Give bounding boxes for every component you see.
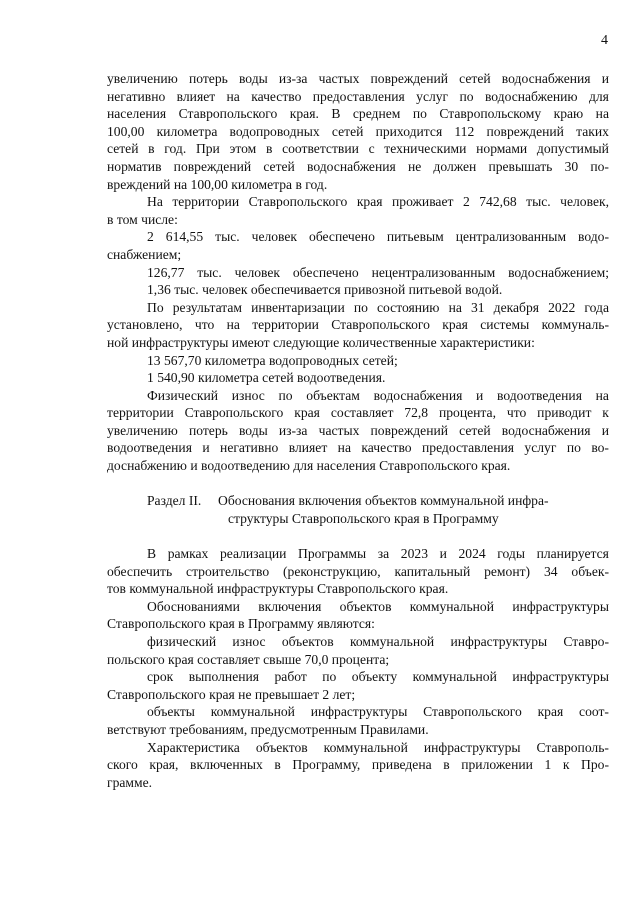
word: края xyxy=(294,405,320,421)
word: края xyxy=(356,194,383,210)
text-line: Ставропольского края не превышает 2 лет; xyxy=(107,686,356,702)
word: 126,77 xyxy=(147,264,185,280)
word: тыс. xyxy=(215,229,240,245)
word: 100,00 xyxy=(107,123,145,139)
word: водопроводных xyxy=(229,123,320,139)
word: территории xyxy=(107,405,174,421)
word: потерь xyxy=(188,71,228,86)
word: территории xyxy=(172,194,240,210)
word: увеличению xyxy=(107,71,178,86)
word: воды xyxy=(238,71,268,86)
word: соответствии xyxy=(282,141,359,157)
word: к xyxy=(602,405,609,421)
word: потерь xyxy=(188,422,228,438)
document-body xyxy=(107,70,609,791)
word: не xyxy=(407,158,422,174)
word: Обоснованиями xyxy=(147,598,240,614)
word: водоснабжения xyxy=(373,387,463,403)
word: нецентрализованным xyxy=(371,264,496,280)
word: 112 xyxy=(454,123,475,139)
word: установлено, xyxy=(107,317,183,333)
word: на xyxy=(448,299,462,315)
word: человек xyxy=(251,229,298,245)
section-title-line: Обоснования включения объектов коммунальной инфра- xyxy=(218,493,549,509)
word: В xyxy=(147,546,157,562)
word: питьевым xyxy=(386,229,444,245)
word: водоснабжению xyxy=(484,88,578,104)
word: 2 xyxy=(147,229,154,245)
word: 72,8 xyxy=(404,405,429,421)
text-line: грамме. xyxy=(107,774,153,790)
word: населения xyxy=(107,106,167,122)
word: сетей xyxy=(263,158,295,174)
word: На xyxy=(147,194,163,210)
word: и xyxy=(439,546,447,562)
word: на xyxy=(337,440,351,456)
word: включения xyxy=(258,598,322,614)
word: нормами xyxy=(476,141,528,157)
text-line xyxy=(107,264,609,282)
text-line xyxy=(107,193,609,211)
word: водоснабжения xyxy=(501,71,591,86)
word: 2 xyxy=(462,194,470,210)
word: и xyxy=(601,71,609,86)
word: в xyxy=(443,757,450,773)
text-line xyxy=(107,228,609,246)
text-line xyxy=(107,598,609,616)
word: таких xyxy=(576,123,609,139)
word: объек- xyxy=(571,563,609,579)
word: 31 xyxy=(470,299,485,315)
word: 34 xyxy=(543,563,558,579)
word: для xyxy=(588,88,609,104)
word: года xyxy=(584,299,609,315)
text-line xyxy=(107,70,609,88)
word: допустимый xyxy=(536,141,609,157)
text-line xyxy=(107,140,609,158)
text-line xyxy=(107,105,609,123)
text-line: вреждений на 100,00 километра в год. xyxy=(107,176,328,192)
word: включенных xyxy=(190,757,263,773)
word: объектам xyxy=(306,387,360,403)
text-line: тов коммунальной инфраструктуры Ставропольского края. xyxy=(107,581,449,597)
word: километра xyxy=(156,123,218,139)
text-line xyxy=(107,404,609,422)
word: соот- xyxy=(579,704,609,720)
text-line: 13 567,70 километра водопроводных сетей; xyxy=(147,352,398,368)
word: 30 xyxy=(564,158,579,174)
word: выполнения xyxy=(188,669,260,685)
text-line: 1,36 тыс. человек обеспечивается привозной питьевой водой. xyxy=(147,282,503,298)
word: инфраструктуры xyxy=(512,598,609,614)
word: 2022 xyxy=(548,299,576,315)
word: объектов xyxy=(339,598,392,614)
word: обеспечено xyxy=(309,229,375,245)
text-line xyxy=(107,88,609,106)
text-line xyxy=(107,299,609,317)
word: 2024 xyxy=(458,546,486,562)
word: 742,68 xyxy=(479,194,517,210)
word: Физический xyxy=(147,387,219,403)
word: В xyxy=(331,106,341,122)
word: инфраструктуры xyxy=(450,634,548,649)
text-line xyxy=(107,422,609,440)
word: повреждений xyxy=(370,422,449,438)
word: При xyxy=(195,141,220,157)
page-number: 4 xyxy=(601,33,608,48)
word: объектов xyxy=(281,634,334,649)
word: территории xyxy=(252,317,319,333)
word: Ставропольского xyxy=(423,704,522,720)
word: повреждений xyxy=(173,158,252,174)
word: коммунальной xyxy=(323,739,408,755)
word: что xyxy=(506,405,527,421)
word: на xyxy=(226,317,240,333)
word: инфраструктуры xyxy=(310,704,408,720)
text-line xyxy=(107,123,609,141)
word: водо- xyxy=(578,229,609,245)
text-line: доснабжению и водоотведению для населения Ставропольского края. xyxy=(107,458,511,474)
word: капитальный xyxy=(394,563,471,579)
word: превышать xyxy=(488,158,553,174)
word: по xyxy=(353,299,368,315)
word: по xyxy=(322,669,337,685)
text-line: снабжением; xyxy=(107,246,182,262)
word: износ xyxy=(232,634,266,649)
text-block-water-supply xyxy=(107,70,609,475)
word: Ставропольского xyxy=(248,194,348,210)
word: 1 xyxy=(544,757,552,773)
section-title xyxy=(218,492,609,527)
spacer xyxy=(107,475,609,493)
text-line xyxy=(107,387,609,405)
word: повреждений xyxy=(486,123,564,139)
word: края xyxy=(442,317,468,333)
word: увеличению xyxy=(107,422,178,438)
word: из-за xyxy=(278,422,308,438)
text-line xyxy=(107,545,609,563)
word: края, xyxy=(149,757,179,773)
word: Ставро- xyxy=(563,634,609,649)
word: в xyxy=(265,141,273,157)
word: год. xyxy=(164,141,187,157)
word: Программы xyxy=(298,546,367,562)
word: декабря xyxy=(493,299,540,315)
word: Ставропольского xyxy=(184,405,284,421)
word: годы xyxy=(497,546,525,562)
word: услуг xyxy=(524,440,557,456)
text-line: ветствуют требованиям, предусмотренным Правилами. xyxy=(107,721,429,737)
word: Ставропольского xyxy=(178,106,278,122)
word: работ xyxy=(274,669,307,685)
word: Ставропольского xyxy=(331,317,430,333)
text-line xyxy=(107,739,609,757)
word: на xyxy=(595,106,609,122)
text-line xyxy=(107,756,609,774)
word: сетей xyxy=(459,422,491,438)
word: коммунальной xyxy=(349,634,435,649)
text-line: ной инфраструктуры имеют следующие количественные характеристики: xyxy=(107,334,535,350)
word: водоснабжением; xyxy=(508,264,609,280)
spacer xyxy=(107,527,609,545)
word: рамках xyxy=(167,546,209,562)
word: централизованным xyxy=(455,229,567,245)
word: 2023 xyxy=(400,546,428,562)
word: к xyxy=(562,757,570,773)
word: негативно xyxy=(107,88,166,104)
word: коммунальной xyxy=(409,598,495,614)
word: этом xyxy=(229,141,257,157)
word: сетей xyxy=(107,141,139,157)
word: коммунальной xyxy=(412,669,497,685)
word: по xyxy=(412,106,427,122)
word: человек, xyxy=(560,194,609,210)
word: физический xyxy=(147,634,217,649)
text-line xyxy=(107,158,609,176)
word: Программу, xyxy=(292,757,361,773)
word: за xyxy=(377,546,390,562)
word: приложении xyxy=(461,757,533,773)
word: состоянию xyxy=(377,299,440,315)
word: техническими xyxy=(384,141,467,157)
text-line xyxy=(107,316,609,334)
word: объекту xyxy=(351,669,398,685)
word: среднем xyxy=(352,106,401,122)
word: из-за xyxy=(278,71,308,86)
section-heading xyxy=(107,492,609,527)
word: приходится xyxy=(375,123,443,139)
word: по xyxy=(566,440,581,456)
word: предоставления xyxy=(312,88,405,104)
word: объекты xyxy=(147,704,195,720)
word: составляет xyxy=(330,405,394,421)
section-title-line: структуры Ставропольского края в Программу xyxy=(228,510,499,526)
word: по xyxy=(278,387,293,403)
word: негативно xyxy=(220,440,279,456)
word: качество xyxy=(251,88,302,104)
word: влияет xyxy=(288,440,328,456)
word: Ставрополь- xyxy=(536,739,609,755)
word: должен xyxy=(433,158,477,174)
word: Про- xyxy=(581,757,609,773)
word: Характеристика xyxy=(147,739,240,755)
text-line: в том числе: xyxy=(107,211,178,227)
word: результатам xyxy=(172,299,242,315)
word: частых xyxy=(318,422,360,438)
word: коммунальной xyxy=(210,704,295,720)
word: водоснабжения xyxy=(307,158,396,174)
word: проживает xyxy=(392,194,454,210)
word: влияет xyxy=(176,88,216,104)
word: тыс. xyxy=(526,194,551,210)
word: ского xyxy=(107,757,138,773)
word: с xyxy=(368,141,375,157)
word: в xyxy=(148,141,155,157)
word: на xyxy=(226,88,240,104)
word: по- xyxy=(590,158,609,174)
word: края. xyxy=(289,106,319,122)
word: норматив xyxy=(107,158,162,174)
word: инфраструктуры xyxy=(423,739,521,755)
word: Ставропольскому xyxy=(439,106,542,122)
word: износ xyxy=(231,387,265,403)
text-line xyxy=(107,563,609,581)
text-line xyxy=(107,633,609,651)
word: края xyxy=(537,704,564,720)
word: строительство xyxy=(186,563,270,579)
word: человек xyxy=(234,264,281,280)
word: тыс. xyxy=(197,264,222,280)
word: сетей xyxy=(331,123,364,139)
word: водоснабжения xyxy=(501,422,591,438)
word: в xyxy=(274,757,281,773)
word: краю xyxy=(553,106,584,122)
word: частых xyxy=(318,71,360,86)
text-block-justification xyxy=(107,545,609,791)
word: обеспечено xyxy=(292,264,359,280)
text-line: Ставропольского края в Программу являются: xyxy=(107,616,375,632)
word: и xyxy=(202,440,210,456)
word: коммуналь- xyxy=(541,317,609,333)
section-number: Раздел II. xyxy=(147,493,202,509)
word: системы xyxy=(480,317,530,333)
word: по xyxy=(459,88,474,104)
word: повреждений xyxy=(370,71,449,86)
word: водоотведения xyxy=(497,387,582,403)
word: на xyxy=(595,387,609,403)
word: ремонт) xyxy=(484,563,531,579)
word: 614,55 xyxy=(165,229,204,245)
word: объектов xyxy=(255,739,308,755)
word: что xyxy=(194,317,215,333)
word: воды xyxy=(238,422,268,438)
word: приводит xyxy=(537,405,592,421)
word: реализации xyxy=(219,546,287,562)
text-line xyxy=(107,439,609,457)
word: инвентаризации xyxy=(251,299,345,315)
word: инфраструктуры xyxy=(512,669,609,685)
text-line: 1 540,90 километра сетей водоотведения. xyxy=(147,370,386,386)
text-line xyxy=(107,668,609,686)
word: качество xyxy=(361,440,412,456)
word: и xyxy=(476,387,484,403)
word: (реконструкцию, xyxy=(283,563,381,579)
word: сетей xyxy=(459,71,491,86)
word: По xyxy=(147,299,164,315)
word: предоставления xyxy=(422,440,515,456)
word: процента, xyxy=(438,405,496,421)
word: во- xyxy=(591,440,609,456)
word: и xyxy=(601,422,609,438)
word: планируется xyxy=(536,546,609,562)
word: обеспечить xyxy=(107,563,173,579)
text-line: польского края составляет свыше 70,0 процента; xyxy=(107,651,390,667)
word: срок xyxy=(147,669,174,685)
word: водоотведения xyxy=(107,440,192,456)
word: приведена xyxy=(371,757,432,773)
word: услуг xyxy=(416,88,449,104)
text-line xyxy=(107,703,609,721)
